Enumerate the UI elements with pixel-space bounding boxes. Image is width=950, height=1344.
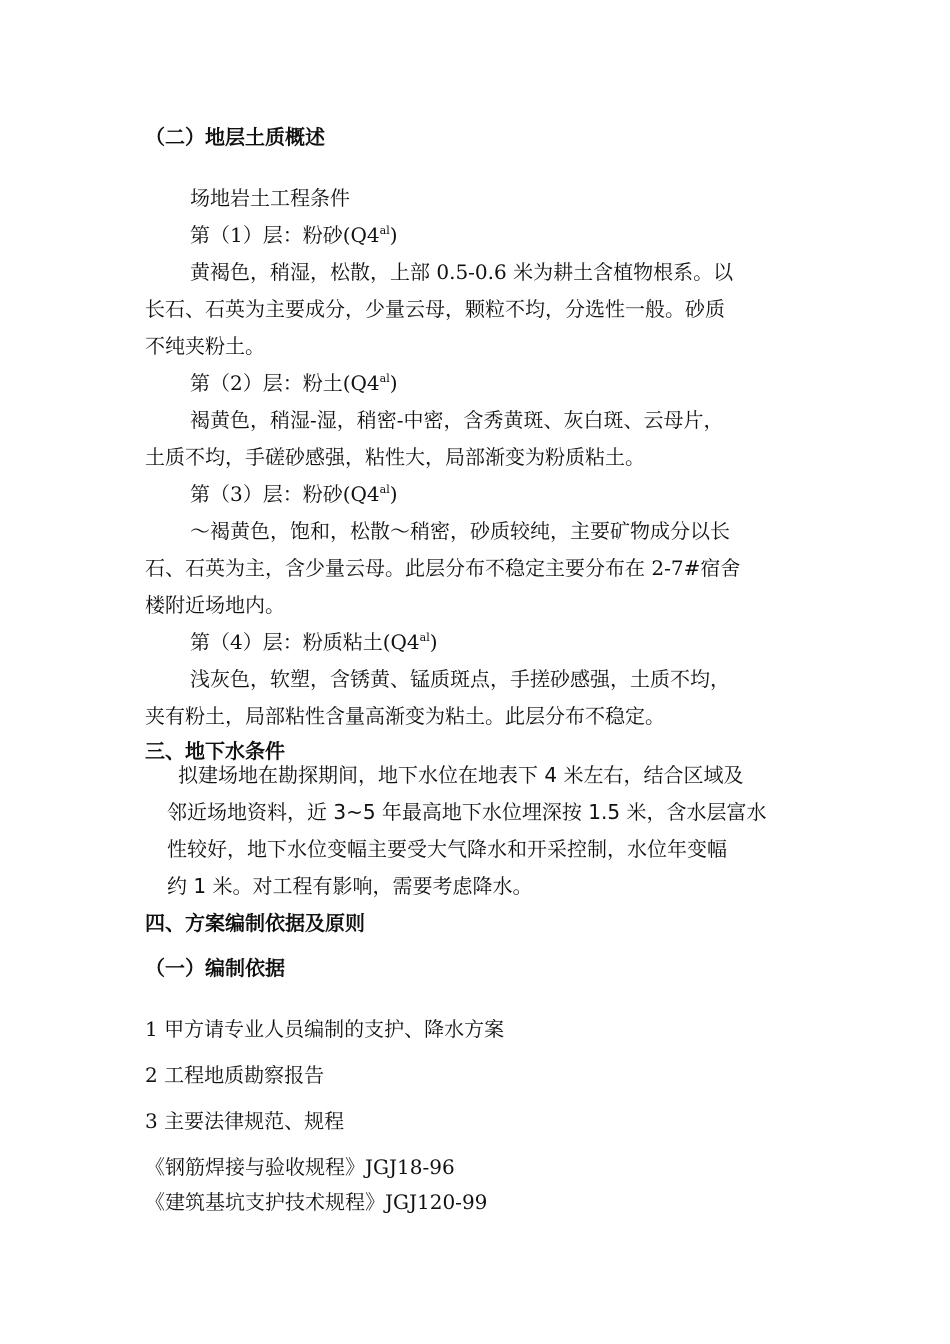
- basis-item: 3 主要法律规范、规程: [145, 1109, 345, 1133]
- section-four-sub-heading: （一）编制依据: [145, 956, 285, 980]
- basis-item: 1 甲方请专业人员编制的支护、降水方案: [145, 1017, 505, 1041]
- groundwater-line: 约 1 米。对工程有影响，需要考虑降水。: [167, 874, 533, 898]
- layer-1-desc-line: 不纯夹粉土。: [145, 334, 265, 358]
- layer-2-desc-line: 土质不均，手磋砂感强，粘性大，局部渐变为粉质粘土。: [145, 445, 645, 469]
- layer-1-title: [190, 222, 398, 248]
- layer-title-suffix: ): [389, 223, 398, 247]
- groundwater-heading: 三、地下水条件: [145, 739, 285, 763]
- layer-title-sup: al: [379, 483, 390, 496]
- layer-4-title: [190, 629, 438, 655]
- layer-1-desc-line: 黄褐色，稍湿，松散，上部 0.5-0.6 米为耕土含植物根系。以: [190, 260, 734, 284]
- layer-title-text: 第（2）层：粉土(Q4: [190, 371, 380, 395]
- layer-title-suffix: ): [389, 482, 398, 506]
- layer-title-text: 第（4）层：粉质粘土(Q4: [190, 630, 420, 654]
- layer-2-title: [190, 370, 398, 396]
- groundwater-line: 性较好，地下水位变幅主要受大气降水和开采控制，水位年变幅: [167, 837, 727, 861]
- layer-title-text: 第（3）层：粉砂(Q4: [190, 482, 380, 506]
- groundwater-line: 拟建场地在勘探期间，地下水位在地表下 4 米左右，结合区域及: [178, 763, 744, 787]
- layer-1-desc-line: 长石、石英为主要成分，少量云母，颗粒不均，分选性一般。砂质: [145, 297, 725, 321]
- site-conditions-title: 场地岩土工程条件: [190, 186, 350, 210]
- regulation-item: 《钢筋焊接与验收规程》JGJ18-96: [145, 1155, 455, 1179]
- layer-4-desc-line: 浅灰色，软塑，含锈黄、锰质斑点，手搓砂感强，土质不均，: [190, 667, 730, 691]
- layer-title-text: 第（1）层：粉砂(Q4: [190, 223, 380, 247]
- section-four-heading: 四、方案编制依据及原则: [145, 911, 365, 935]
- layer-2-desc-line: 褐黄色，稍湿-湿，稍密-中密，含秀黄斑、灰白斑、云母片，: [190, 408, 724, 432]
- section-two-heading: （二）地层土质概述: [145, 125, 325, 149]
- regulation-item: 《建筑基坑支护技术规程》JGJ120-99: [145, 1190, 488, 1214]
- layer-3-desc-line: ～褐黄色，饱和，松散～稍密，砂质较纯，主要矿物成分以长: [190, 519, 730, 543]
- layer-4-desc-line: 夹有粉土，局部粘性含量高渐变为粘土。此层分布不稳定。: [145, 704, 665, 728]
- layer-3-title: [190, 481, 398, 507]
- layer-3-desc-line: 石、石英为主，含少量云母。此层分布不稳定主要分布在 2-7#宿舍: [145, 556, 741, 580]
- layer-title-suffix: ): [429, 630, 438, 654]
- groundwater-line: 邻近场地资料，近 3~5 年最高地下水位埋深按 1.5 米，含水层富水: [167, 800, 767, 824]
- layer-title-sup: al: [379, 372, 390, 385]
- basis-item: 2 工程地质勘察报告: [145, 1063, 325, 1087]
- layer-3-desc-line: 楼附近场地内。: [145, 593, 285, 617]
- layer-title-sup: al: [419, 631, 430, 644]
- layer-title-sup: al: [379, 224, 390, 237]
- layer-title-suffix: ): [389, 371, 398, 395]
